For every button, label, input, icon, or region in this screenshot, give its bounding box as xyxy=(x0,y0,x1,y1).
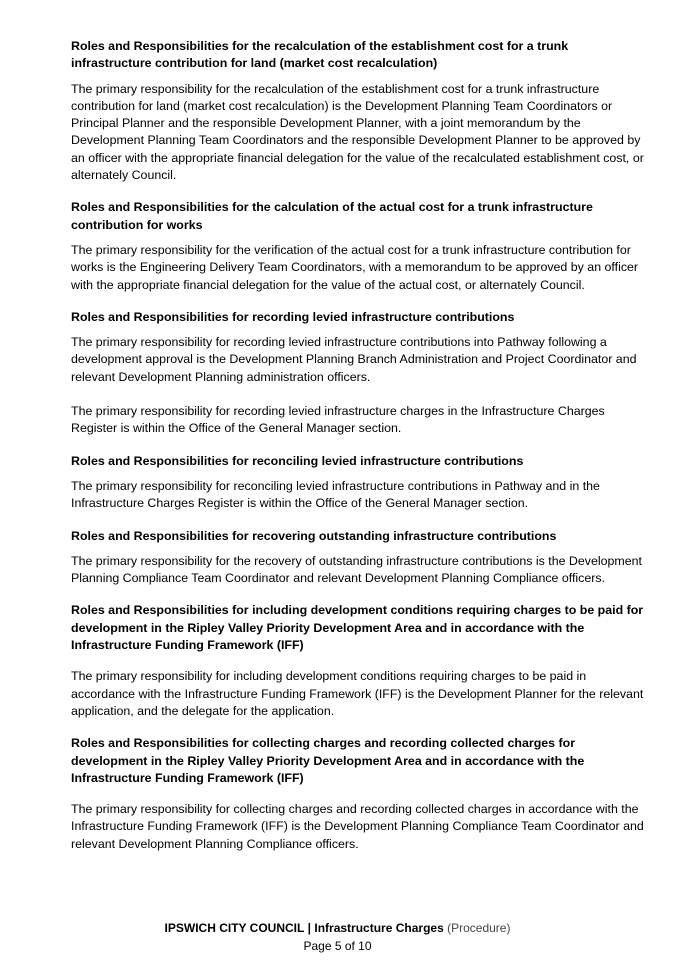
section-heading: Roles and Responsibilities for the recalculation of the establishment cost for a trunk infrastructure contribution for land (market cost recalculation) xyxy=(71,39,569,71)
section-paragraph: The primary responsibility for reconciling levied infrastructure contributions in Pathway and in the Infrastructure Charges Register is within the Office of the General Manager section. xyxy=(71,478,600,511)
footer-organisation: IPSWICH CITY COUNCIL xyxy=(164,921,305,935)
section-recovering-outstanding-contributions xyxy=(71,528,651,588)
section-heading: Roles and Responsibilities for reconciling levied infrastructure contributions xyxy=(71,453,524,468)
page-footer xyxy=(0,919,675,955)
section-heading: Roles and Responsibilities for recording levied infrastructure contributions xyxy=(71,309,515,324)
footer-title-line xyxy=(0,919,675,937)
section-paragraph: The primary responsibility for collecting charges and recording collected charges in accordance with the Infrastructure Funding Framework (IFF) is the Development Planning Compliance Team Coordinator and relevant Development Planning Compliance officers. xyxy=(71,802,644,851)
section-heading: Roles and Responsibilities for the calculation of the actual cost for a trunk infrastructure contribution for works xyxy=(71,200,593,232)
section-actual-cost-calculation xyxy=(71,199,651,293)
section-collecting-charges xyxy=(71,735,651,853)
section-paragraph: The primary responsibility for recording levied infrastructure contributions into Pathway following a development approval is the Development Planning Branch Administration and Project Coordinator and relevant Development Planning administration officers. xyxy=(71,335,637,384)
footer-document-title: Infrastructure Charges xyxy=(314,921,444,935)
document-body xyxy=(71,38,651,868)
section-market-cost-recalculation xyxy=(71,38,651,184)
footer-document-type: (Procedure) xyxy=(447,921,511,935)
section-paragraph: The primary responsibility for recording levied infrastructure charges in the Infrastructure Charges Register is within the Office of the General Manager section. xyxy=(71,404,605,436)
footer-separator: | xyxy=(307,921,312,935)
section-paragraph: The primary responsibility for the recovery of outstanding infrastructure contributions is the Development Planning Compliance Team Coordinator and relevant Development Planning Compliance officers. xyxy=(71,553,642,586)
section-reconciling-levied-contributions xyxy=(71,453,651,513)
section-including-development-conditions xyxy=(71,602,651,720)
section-paragraph: The primary responsibility for including development conditions requiring charges to be paid in accordance with the Infrastructure Funding Framework (IFF) is the Development Planner for the relevant application, and the delegate for the application. xyxy=(71,669,644,718)
section-paragraph: The primary responsibility for the recalculation of the establishment cost for a trunk infrastructure contribution for land (market cost recalculation) is the Development Planning Team Coordinators or Principal Planner and the responsible Development Planner, with a joint memorandum by the Development Planning Team Coordinators and the responsible Development Planner to be approved by an officer with the appropriate financial delegation for the value of the recalculated establishment cost, or alternately Council. xyxy=(71,81,644,183)
footer-page-number: Page 5 of 10 xyxy=(303,939,372,953)
section-heading: Roles and Responsibilities for recovering outstanding infrastructure contributions xyxy=(71,528,557,543)
section-heading: Roles and Responsibilities for including development conditions requiring charges to be paid for development in the Ripley Valley Priority Development Area and in accordance with the Infrastructure Funding Framework (IFF) xyxy=(71,603,644,653)
section-heading: Roles and Responsibilities for collecting charges and recording collected charges for development in the Ripley Valley Priority Development Area and in accordance with the Infrastructure Funding Framework (IFF) xyxy=(71,736,585,785)
section-paragraph: The primary responsibility for the verification of the actual cost for a trunk infrastructure contribution for works is the Engineering Delivery Team Coordinators, with a memorandum to be approved by an officer with the appropriate financial delegation for the value of the actual cost, or alternately Council. xyxy=(71,242,639,292)
section-recording-levied-contributions xyxy=(71,309,651,438)
